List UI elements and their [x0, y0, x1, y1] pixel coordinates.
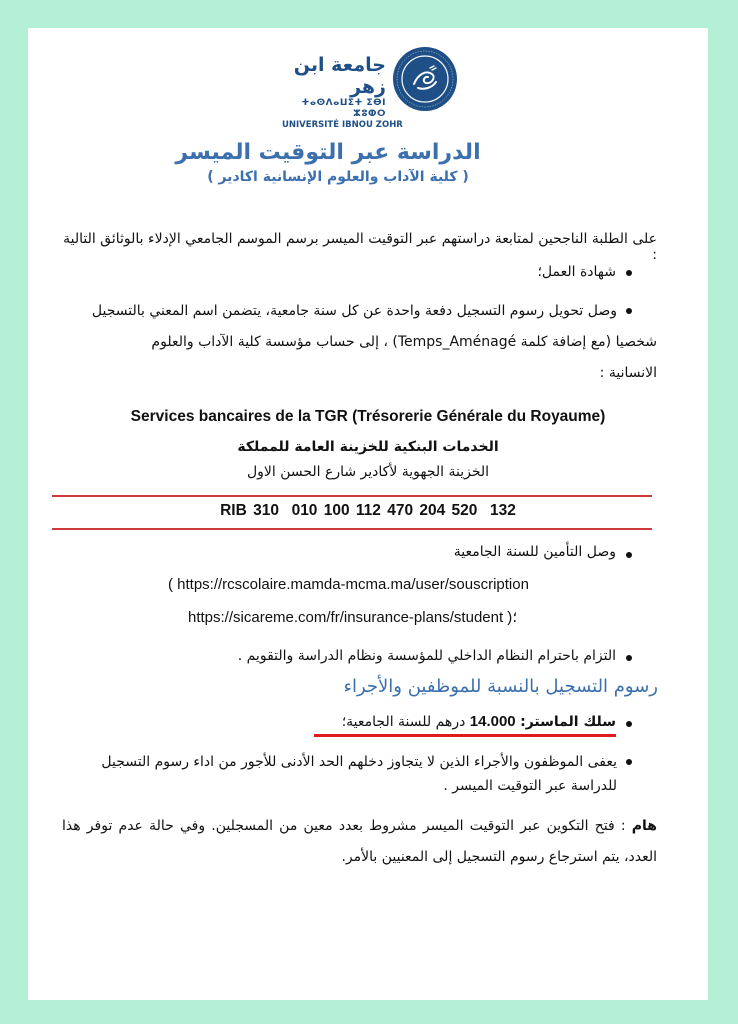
divider-bottom [52, 528, 652, 530]
university-seal-icon [392, 46, 458, 112]
master-fee-label: سلك الماستر: [520, 714, 616, 730]
list-item-text: وصل التأمين للسنة الجامعية [453, 544, 616, 560]
list-item-transfer-receipt [62, 296, 617, 327]
highlight-underline [314, 734, 616, 737]
master-fee-amount: 14.000 [469, 713, 516, 730]
list-item-continuation [62, 327, 657, 389]
page-title: الدراسة عبر التوقيت الميسر [175, 140, 481, 165]
bank-name-arabic: الخدمات البنكية للخزينة العامة للمملكة [237, 439, 499, 455]
list-item-text: التزام باحترام النظام الداخلي للمؤسسة ونظام الدراسة والتقويم . [237, 648, 616, 664]
note-label: هام [631, 818, 657, 834]
list-item-exemption [62, 747, 617, 778]
bullet-icon [626, 308, 632, 314]
divider-top [52, 495, 652, 497]
intro-paragraph: على الطلبة الناجحين لمتابعة دراستهم عبر التوقيت الميسر برسم الموسم الجامعي الإدلاء بالوثائق التالية : [63, 231, 657, 263]
list-item-text: وصل تحويل رسوم التسجيل دفعة واحدة عن كل سنة جامعية، يتضمن اسم المعني بالتسجيل [91, 303, 617, 319]
logo-tifinagh-name: ⵜⴰⵙⴷⴰⵡⵉⵜ ⵉⴱⵏ ⵣⵓⵀⵔ [301, 98, 386, 119]
bullet-icon [626, 270, 632, 276]
bullet-icon [626, 552, 632, 558]
list-item-line: شخصيا (مع إضافة كلمة Temps_Aménagé) ، إلى حساب مؤسسة كلية الآداب والعلوم [151, 334, 657, 350]
important-note [62, 811, 657, 873]
page-subtitle: ( كلية الآداب والعلوم الإنسانية اكادير ) [207, 169, 469, 185]
note-text: : فتح التكوين عبر التوقيت الميسر مشروط بعدد معين من المسجلين. وفي حالة عدم توفر هذا العدد، يتم استرجاع رسوم التسجيل إلى المعنيين بالأمر. [62, 818, 657, 865]
bullet-icon [626, 655, 632, 661]
list-item-insurance [228, 544, 616, 560]
list-item-text: يعفى الموظفون والأجراء الذين لا يتجاوز دخلهم الحد الأدنى للأجور من اداء رسوم التسجيل [101, 754, 617, 770]
logo-arabic-name: جامعة ابن زهر [293, 54, 386, 98]
bank-name-french: Services bancaires de la TGR (Trésorerie Générale du Royaume) [130, 408, 606, 425]
bullet-icon [626, 759, 632, 765]
insurance-link-mamda[interactable]: ( https://rcscolaire.mamda-mcma.ma/user/souscription [168, 576, 529, 593]
list-item-work-certificate [228, 264, 616, 280]
master-fee-suffix: درهم للسنة الجامعية؛ [341, 714, 466, 730]
insurance-link-sicareme[interactable]: https://sicareme.com/fr/insurance-plans/student )؛ [188, 609, 518, 626]
list-item-continuation: للدراسة عبر التوقيت الميسر . [443, 778, 617, 794]
university-logo-text [282, 54, 403, 131]
logo-french-name: UNIVERSITÉ IBNOU ZOHR [282, 120, 403, 130]
list-item-line: الانسانية : [599, 365, 657, 381]
list-item-text: شهادة العمل؛ [537, 264, 616, 280]
document-page [28, 28, 708, 1000]
bullet-icon [626, 721, 632, 727]
list-item-commitment [178, 648, 616, 664]
fees-section-heading: رسوم التسجيل بالنسبة للموظفين والأجراء [343, 676, 658, 697]
rib-number: RIB 310 010 100 112 470 204 520 132 [220, 502, 516, 519]
list-item-master-fee [228, 714, 616, 730]
bank-branch-arabic: الخزينة الجهوية لأكادير شارع الحسن الاول [246, 464, 490, 480]
